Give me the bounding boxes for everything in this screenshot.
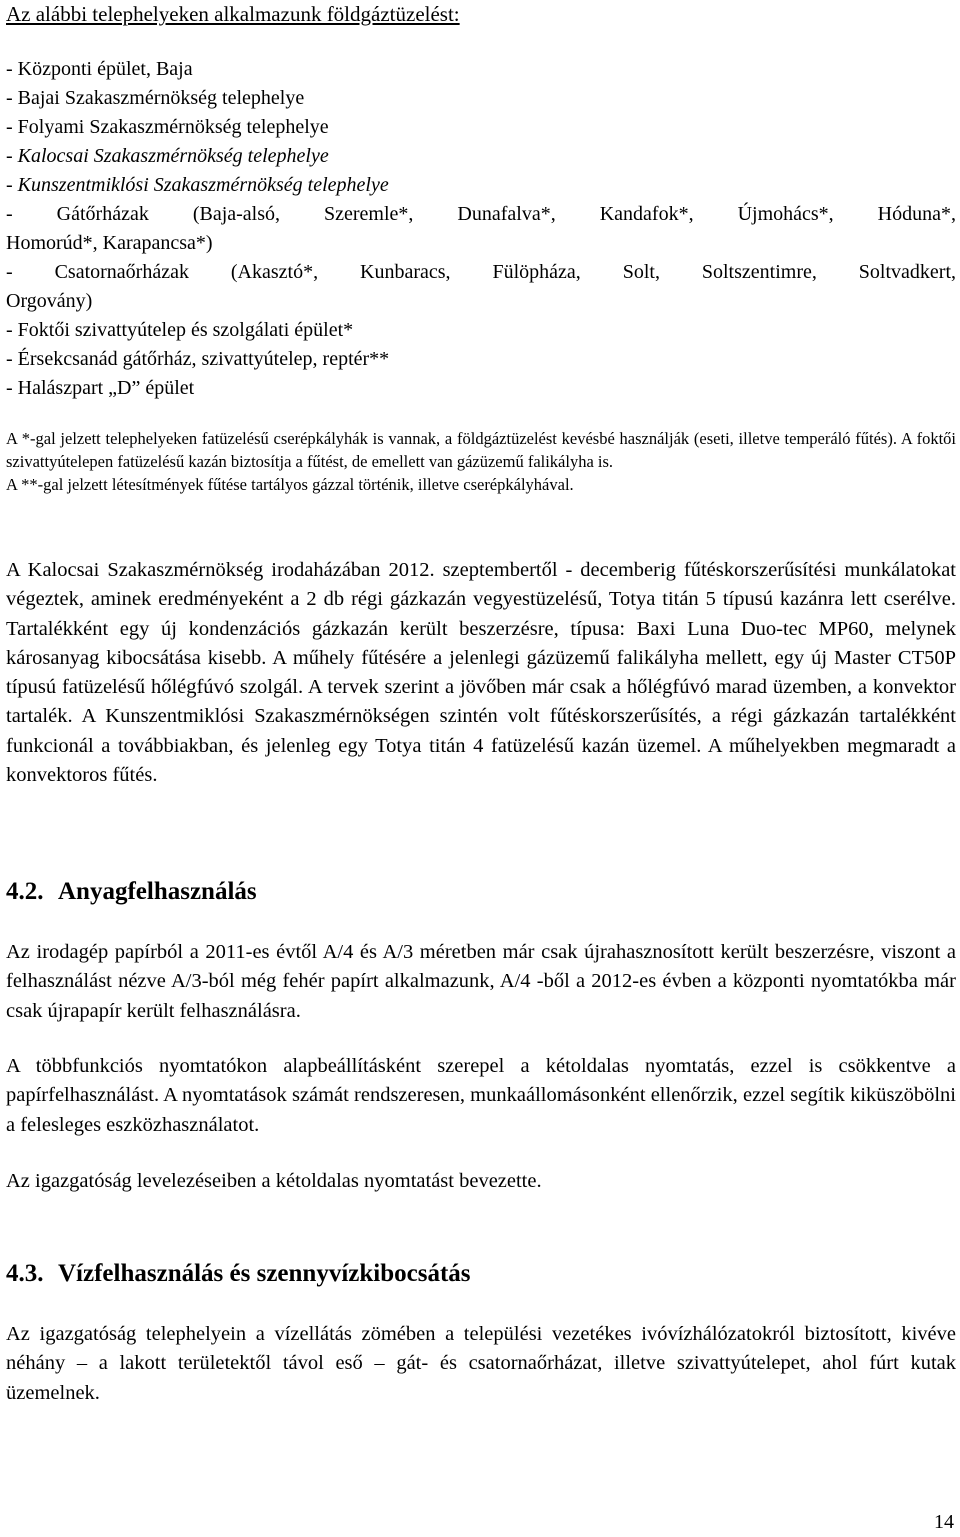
list-item: - Kalocsai Szakaszmérnökség telephelye bbox=[6, 145, 329, 167]
list-item: Orgovány) bbox=[6, 290, 93, 312]
list-item: - Érsekcsanád gátőrház, szivattyútelep, reptér** bbox=[6, 348, 390, 370]
list-item: - Bajai Szakaszmérnökség telephelye bbox=[6, 87, 305, 109]
list-item: - Kunszentmiklósi Szakaszmérnökség telephelye bbox=[6, 174, 389, 196]
section-heading-4-3 bbox=[6, 1258, 471, 1290]
paragraph-paper-use: Az irodagép papírból a 2011-es évtől A/4 és A/3 méretben már csak újrahasznosított került beszerzésre, viszont a felhasználást nézve A/3-ból még fehér papírt alkalmazunk, A/4 -ből a 2012-es évben a központi nyomtatókba már csak újrapapír került felhasználásra. bbox=[6, 941, 956, 1022]
section-number: 4.2. bbox=[6, 878, 44, 905]
sites-list bbox=[6, 55, 956, 403]
section-title: Vízfelhasználás és szennyvízkibocsátás bbox=[58, 1260, 471, 1287]
footnote-double-star: A **-gal jelzett létesítmények fűtése tartályos gázzal történik, illetve cserépkályhával. bbox=[6, 475, 574, 494]
list-item: - Foktői szivattyútelep és szolgálati épület* bbox=[6, 319, 354, 341]
section-title: Anyagfelhasználás bbox=[58, 878, 257, 905]
list-item: - Csatornaőrházak (Akasztó*, Kunbaracs, Fülöpháza, Solt, Soltszentimre, Soltvadkert, bbox=[6, 261, 956, 283]
list-item: - Folyami Szakaszmérnökség telephelye bbox=[6, 116, 329, 138]
list-item: - Központi épület, Baja bbox=[6, 58, 193, 80]
paragraph-kalocsa-heating: A Kalocsai Szakaszmérnökség irodaházában 2012. szeptembertől - decemberig fűtéskorszerűsítési munkálatokat végeztek, aminek eredményeként a 2 db régi gázkazán vegyestüzelésű, Totya titán 5 típusú kazánra lett cserélve. Tartalékként egy új kondenzációs gázkazán került beszerzésre, típusa: Baxi Luna Duo-tec MP60, melynek károsanyag kibocsátása kisebb. A műhely fűtésére a jelenlegi gázüzemű falikályha mellett, egy új Master CT50P típusú fatüzelésű hőlégfúvó szolgál. A tervek szerint a jövőben már csak a hőlégfúvó marad üzemben, a konvektor tartalék. A Kunszentmiklósi Szakaszmérnökségen szintén volt fűtéskorszerűsítés, a régi gázkazán tartalékként funkcionál a továbbiakban, és jelenleg egy Totya titán 4 fatüzelésű kazán üzemel. A műhelyekben megmaradt a konvektoros fűtés. bbox=[6, 559, 956, 787]
list-item: Homorúd*, Karapancsa*) bbox=[6, 232, 213, 254]
sites-heading: Az alábbi telephelyeken alkalmazunk földgáztüzelést: bbox=[6, 2, 460, 26]
list-item: - Halászpart „D” épület bbox=[6, 377, 195, 399]
list-item: - Gátőrházak (Baja-alsó, Szeremle*, Dunafalva*, Kandafok*, Újmohács*, Hóduna*, bbox=[6, 203, 956, 225]
section-heading-4-2 bbox=[6, 876, 257, 908]
page-number: 14 bbox=[934, 1511, 954, 1533]
footnote-block bbox=[6, 427, 956, 496]
paragraph-printing: A többfunkciós nyomtatókon alapbeállításként szerepel a kétoldalas nyomtatás, ezzel is csökkentve a papírfelhasználást. A nyomtatások számát rendszeresen, munkaállomásonként ellenőrzik, ezzel segítik kiküszöbölni a felesleges eszközhasználatot. bbox=[6, 1055, 956, 1136]
paragraph-water-use: Az igazgatóság telephelyein a vízellátás zömében a települési vezetékes ivóvízhálózatokról biztosított, kivéve néhány – a lakott területektől távol eső – gát- és csatornaőrházat, illetve szivattyútelepet, ahol fúrt kutak üzemelnek. bbox=[6, 1323, 956, 1404]
paragraph-duplex: Az igazgatóság levelezéseiben a kétoldalas nyomtatást bevezette. bbox=[6, 1170, 542, 1192]
section-number: 4.3. bbox=[6, 1260, 44, 1287]
footnote-single-star: A *-gal jelzett telephelyeken fatüzelésű cserépkályhák is vannak, a földgáztüzelést kevésbé használják (eseti, illetve temperáló fűtés). A foktői szivattyútelepen fatüzelésű kazán biztosítja a fűtést, de emellett van gázüzemű falikályha is. bbox=[6, 429, 956, 471]
